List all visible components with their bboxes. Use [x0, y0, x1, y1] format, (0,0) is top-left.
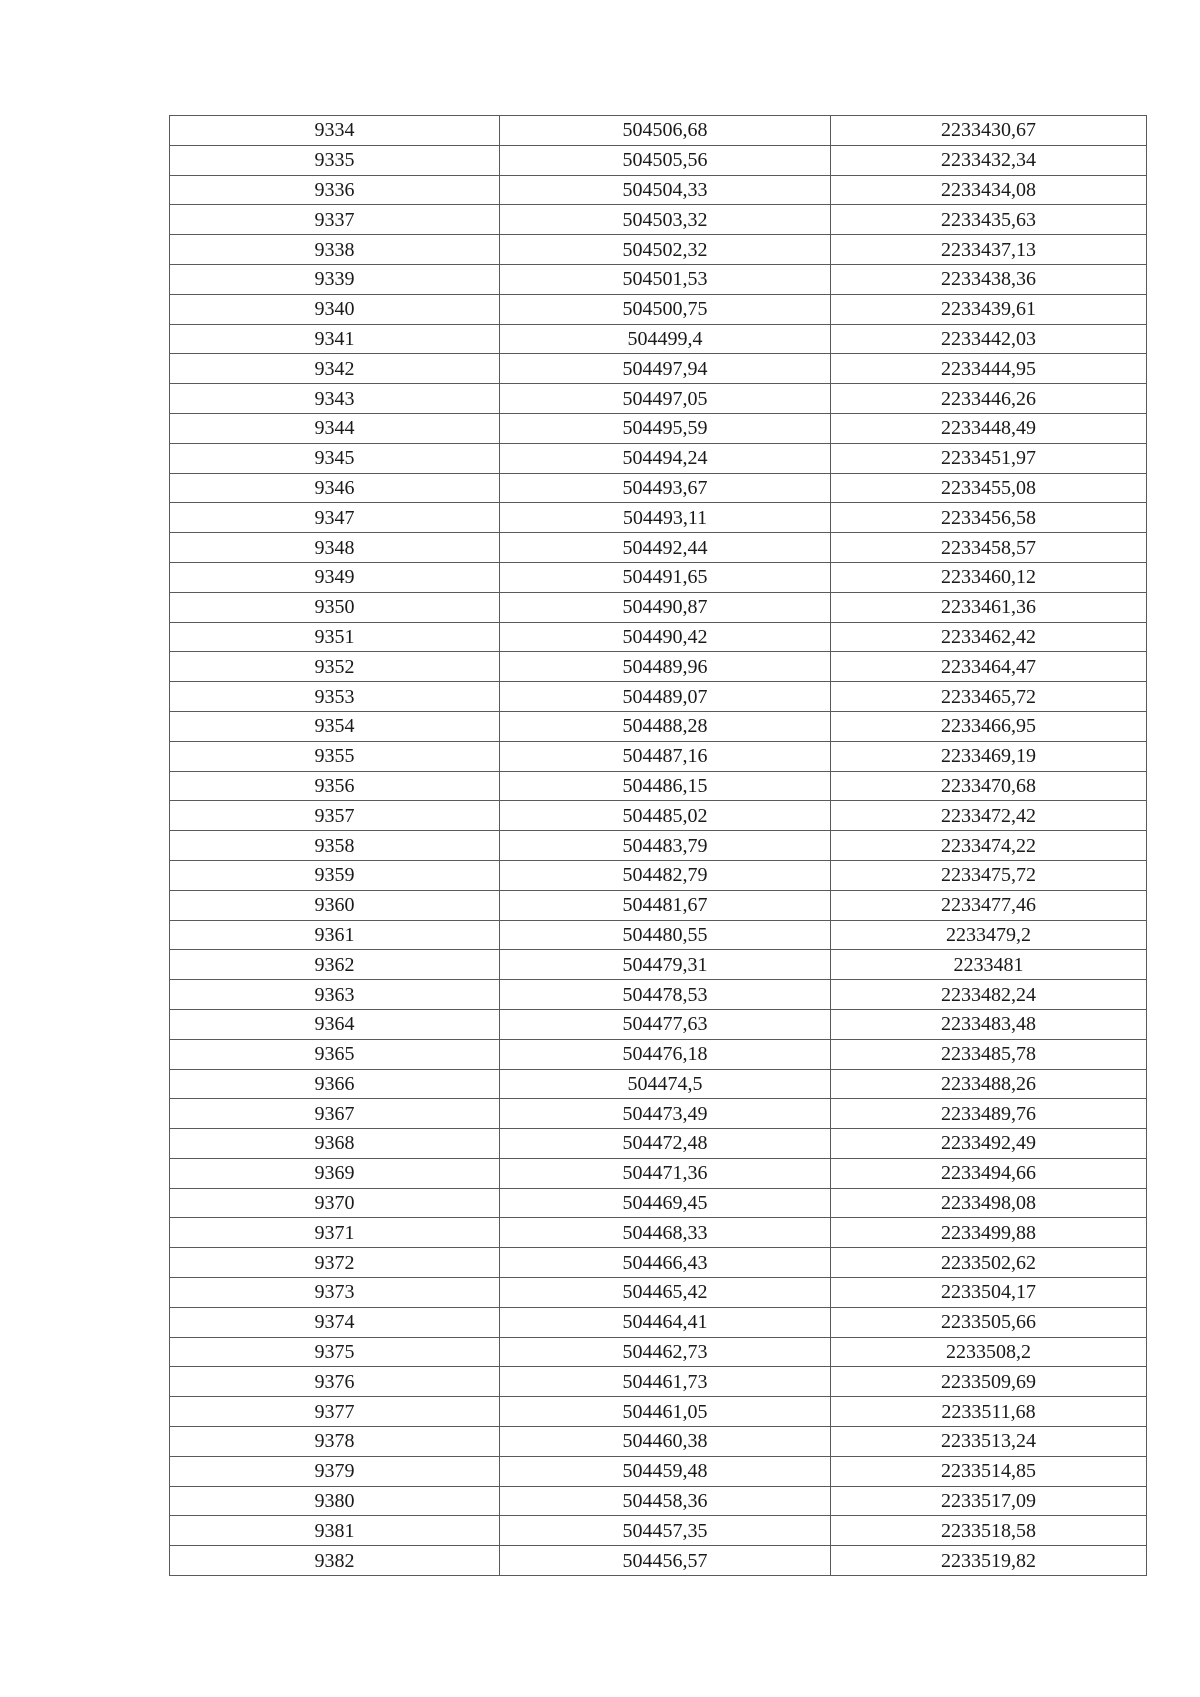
table-row — [170, 413, 1147, 443]
table-row — [170, 1486, 1147, 1516]
table-row — [170, 384, 1147, 414]
table-row — [170, 1009, 1147, 1039]
point-number-cell: 9380 — [170, 1486, 500, 1516]
x-coordinate-cell: 504497,94 — [500, 354, 831, 384]
y-coordinate-cell: 2233482,24 — [831, 980, 1147, 1010]
point-number-cell: 9369 — [170, 1158, 500, 1188]
point-number-cell: 9353 — [170, 682, 500, 712]
y-coordinate-cell: 2233483,48 — [831, 1009, 1147, 1039]
table-row — [170, 711, 1147, 741]
x-coordinate-cell: 504474,5 — [500, 1069, 831, 1099]
y-coordinate-cell: 2233437,13 — [831, 235, 1147, 265]
y-coordinate-cell: 2233470,68 — [831, 771, 1147, 801]
table-row — [170, 741, 1147, 771]
x-coordinate-cell: 504460,38 — [500, 1427, 831, 1457]
y-coordinate-cell: 2233518,58 — [831, 1516, 1147, 1546]
y-coordinate-cell: 2233489,76 — [831, 1099, 1147, 1129]
y-coordinate-cell: 2233446,26 — [831, 384, 1147, 414]
x-coordinate-cell: 504473,49 — [500, 1099, 831, 1129]
x-coordinate-cell: 504482,79 — [500, 860, 831, 890]
point-number-cell: 9342 — [170, 354, 500, 384]
y-coordinate-cell: 2233494,66 — [831, 1158, 1147, 1188]
point-number-cell: 9365 — [170, 1039, 500, 1069]
y-coordinate-cell: 2233508,2 — [831, 1337, 1147, 1367]
y-coordinate-cell: 2233513,24 — [831, 1427, 1147, 1457]
y-coordinate-cell: 2233472,42 — [831, 801, 1147, 831]
point-number-cell: 9341 — [170, 324, 500, 354]
x-coordinate-cell: 504506,68 — [500, 116, 831, 146]
point-number-cell: 9334 — [170, 116, 500, 146]
point-number-cell: 9361 — [170, 920, 500, 950]
y-coordinate-cell: 2233511,68 — [831, 1397, 1147, 1427]
point-number-cell: 9336 — [170, 175, 500, 205]
y-coordinate-cell: 2233502,62 — [831, 1248, 1147, 1278]
y-coordinate-cell: 2233504,17 — [831, 1278, 1147, 1308]
point-number-cell: 9364 — [170, 1009, 500, 1039]
x-coordinate-cell: 504469,45 — [500, 1188, 831, 1218]
x-coordinate-cell: 504472,48 — [500, 1129, 831, 1159]
y-coordinate-cell: 2233517,09 — [831, 1486, 1147, 1516]
x-coordinate-cell: 504503,32 — [500, 205, 831, 235]
table-row — [170, 1129, 1147, 1159]
point-number-cell: 9382 — [170, 1546, 500, 1576]
y-coordinate-cell: 2233505,66 — [831, 1307, 1147, 1337]
point-number-cell: 9345 — [170, 443, 500, 473]
y-coordinate-cell: 2233434,08 — [831, 175, 1147, 205]
table-row — [170, 801, 1147, 831]
x-coordinate-cell: 504488,28 — [500, 711, 831, 741]
x-coordinate-cell: 504461,05 — [500, 1397, 831, 1427]
table-row — [170, 1367, 1147, 1397]
x-coordinate-cell: 504458,36 — [500, 1486, 831, 1516]
table-row — [170, 443, 1147, 473]
point-number-cell: 9359 — [170, 860, 500, 890]
y-coordinate-cell: 2233438,36 — [831, 264, 1147, 294]
x-coordinate-cell: 504481,67 — [500, 890, 831, 920]
x-coordinate-cell: 504504,33 — [500, 175, 831, 205]
point-number-cell: 9377 — [170, 1397, 500, 1427]
point-number-cell: 9376 — [170, 1367, 500, 1397]
point-number-cell: 9344 — [170, 413, 500, 443]
point-number-cell: 9340 — [170, 294, 500, 324]
table-row — [170, 1158, 1147, 1188]
x-coordinate-cell: 504461,73 — [500, 1367, 831, 1397]
point-number-cell: 9349 — [170, 562, 500, 592]
y-coordinate-cell: 2233485,78 — [831, 1039, 1147, 1069]
coordinates-table — [169, 115, 1147, 1576]
table-row — [170, 1069, 1147, 1099]
point-number-cell: 9346 — [170, 473, 500, 503]
table-row — [170, 682, 1147, 712]
x-coordinate-cell: 504480,55 — [500, 920, 831, 950]
x-coordinate-cell: 504471,36 — [500, 1158, 831, 1188]
point-number-cell: 9337 — [170, 205, 500, 235]
x-coordinate-cell: 504459,48 — [500, 1456, 831, 1486]
x-coordinate-cell: 504490,87 — [500, 592, 831, 622]
point-number-cell: 9360 — [170, 890, 500, 920]
x-coordinate-cell: 504502,32 — [500, 235, 831, 265]
table-row — [170, 1248, 1147, 1278]
table-row — [170, 860, 1147, 890]
table-row — [170, 562, 1147, 592]
x-coordinate-cell: 504501,53 — [500, 264, 831, 294]
table-row — [170, 771, 1147, 801]
table-row — [170, 1218, 1147, 1248]
x-coordinate-cell: 504495,59 — [500, 413, 831, 443]
y-coordinate-cell: 2233499,88 — [831, 1218, 1147, 1248]
x-coordinate-cell: 504493,67 — [500, 473, 831, 503]
point-number-cell: 9356 — [170, 771, 500, 801]
x-coordinate-cell: 504468,33 — [500, 1218, 831, 1248]
table-row — [170, 205, 1147, 235]
point-number-cell: 9347 — [170, 503, 500, 533]
x-coordinate-cell: 504491,65 — [500, 562, 831, 592]
point-number-cell: 9366 — [170, 1069, 500, 1099]
table-row — [170, 533, 1147, 563]
y-coordinate-cell: 2233514,85 — [831, 1456, 1147, 1486]
point-number-cell: 9352 — [170, 652, 500, 682]
x-coordinate-cell: 504483,79 — [500, 831, 831, 861]
coordinates-table-body — [170, 116, 1147, 1576]
x-coordinate-cell: 504487,16 — [500, 741, 831, 771]
y-coordinate-cell: 2233439,61 — [831, 294, 1147, 324]
table-row — [170, 116, 1147, 146]
y-coordinate-cell: 2233451,97 — [831, 443, 1147, 473]
x-coordinate-cell: 504497,05 — [500, 384, 831, 414]
table-row — [170, 1427, 1147, 1457]
point-number-cell: 9367 — [170, 1099, 500, 1129]
point-number-cell: 9370 — [170, 1188, 500, 1218]
x-coordinate-cell: 504500,75 — [500, 294, 831, 324]
table-row — [170, 950, 1147, 980]
table-row — [170, 1397, 1147, 1427]
x-coordinate-cell: 504489,96 — [500, 652, 831, 682]
y-coordinate-cell: 2233481 — [831, 950, 1147, 980]
y-coordinate-cell: 2233435,63 — [831, 205, 1147, 235]
y-coordinate-cell: 2233498,08 — [831, 1188, 1147, 1218]
y-coordinate-cell: 2233475,72 — [831, 860, 1147, 890]
y-coordinate-cell: 2233479,2 — [831, 920, 1147, 950]
y-coordinate-cell: 2233477,46 — [831, 890, 1147, 920]
table-row — [170, 1456, 1147, 1486]
table-row — [170, 1337, 1147, 1367]
y-coordinate-cell: 2233462,42 — [831, 622, 1147, 652]
y-coordinate-cell: 2233509,69 — [831, 1367, 1147, 1397]
y-coordinate-cell: 2233469,19 — [831, 741, 1147, 771]
point-number-cell: 9368 — [170, 1129, 500, 1159]
y-coordinate-cell: 2233519,82 — [831, 1546, 1147, 1576]
x-coordinate-cell: 504485,02 — [500, 801, 831, 831]
table-row — [170, 831, 1147, 861]
point-number-cell: 9375 — [170, 1337, 500, 1367]
x-coordinate-cell: 504505,56 — [500, 145, 831, 175]
y-coordinate-cell: 2233455,08 — [831, 473, 1147, 503]
x-coordinate-cell: 504462,73 — [500, 1337, 831, 1367]
point-number-cell: 9362 — [170, 950, 500, 980]
x-coordinate-cell: 504493,11 — [500, 503, 831, 533]
table-row — [170, 980, 1147, 1010]
x-coordinate-cell: 504499,4 — [500, 324, 831, 354]
point-number-cell: 9339 — [170, 264, 500, 294]
x-coordinate-cell: 504492,44 — [500, 533, 831, 563]
table-row — [170, 652, 1147, 682]
table-row — [170, 1039, 1147, 1069]
point-number-cell: 9381 — [170, 1516, 500, 1546]
y-coordinate-cell: 2233474,22 — [831, 831, 1147, 861]
x-coordinate-cell: 504477,63 — [500, 1009, 831, 1039]
point-number-cell: 9343 — [170, 384, 500, 414]
table-row — [170, 1188, 1147, 1218]
y-coordinate-cell: 2233456,58 — [831, 503, 1147, 533]
x-coordinate-cell: 504465,42 — [500, 1278, 831, 1308]
x-coordinate-cell: 504479,31 — [500, 950, 831, 980]
table-row — [170, 473, 1147, 503]
x-coordinate-cell: 504457,35 — [500, 1516, 831, 1546]
y-coordinate-cell: 2233432,34 — [831, 145, 1147, 175]
point-number-cell: 9355 — [170, 741, 500, 771]
table-row — [170, 354, 1147, 384]
point-number-cell: 9378 — [170, 1427, 500, 1457]
y-coordinate-cell: 2233488,26 — [831, 1069, 1147, 1099]
point-number-cell: 9354 — [170, 711, 500, 741]
y-coordinate-cell: 2233461,36 — [831, 592, 1147, 622]
point-number-cell: 9335 — [170, 145, 500, 175]
point-number-cell: 9371 — [170, 1218, 500, 1248]
table-row — [170, 592, 1147, 622]
point-number-cell: 9374 — [170, 1307, 500, 1337]
table-row — [170, 1278, 1147, 1308]
x-coordinate-cell: 504489,07 — [500, 682, 831, 712]
table-row — [170, 920, 1147, 950]
y-coordinate-cell: 2233442,03 — [831, 324, 1147, 354]
point-number-cell: 9379 — [170, 1456, 500, 1486]
x-coordinate-cell: 504490,42 — [500, 622, 831, 652]
table-row — [170, 890, 1147, 920]
y-coordinate-cell: 2233492,49 — [831, 1129, 1147, 1159]
table-row — [170, 235, 1147, 265]
point-number-cell: 9348 — [170, 533, 500, 563]
y-coordinate-cell: 2233460,12 — [831, 562, 1147, 592]
x-coordinate-cell: 504494,24 — [500, 443, 831, 473]
table-row — [170, 264, 1147, 294]
x-coordinate-cell: 504464,41 — [500, 1307, 831, 1337]
point-number-cell: 9372 — [170, 1248, 500, 1278]
table-row — [170, 294, 1147, 324]
y-coordinate-cell: 2233430,67 — [831, 116, 1147, 146]
y-coordinate-cell: 2233458,57 — [831, 533, 1147, 563]
table-row — [170, 1546, 1147, 1576]
table-row — [170, 324, 1147, 354]
point-number-cell: 9338 — [170, 235, 500, 265]
point-number-cell: 9350 — [170, 592, 500, 622]
table-row — [170, 145, 1147, 175]
point-number-cell: 9373 — [170, 1278, 500, 1308]
point-number-cell: 9351 — [170, 622, 500, 652]
y-coordinate-cell: 2233465,72 — [831, 682, 1147, 712]
table-row — [170, 1099, 1147, 1129]
table-row — [170, 503, 1147, 533]
table-row — [170, 1307, 1147, 1337]
point-number-cell: 9358 — [170, 831, 500, 861]
x-coordinate-cell: 504466,43 — [500, 1248, 831, 1278]
point-number-cell: 9363 — [170, 980, 500, 1010]
table-row — [170, 1516, 1147, 1546]
y-coordinate-cell: 2233466,95 — [831, 711, 1147, 741]
table-row — [170, 175, 1147, 205]
x-coordinate-cell: 504478,53 — [500, 980, 831, 1010]
x-coordinate-cell: 504456,57 — [500, 1546, 831, 1576]
point-number-cell: 9357 — [170, 801, 500, 831]
x-coordinate-cell: 504486,15 — [500, 771, 831, 801]
y-coordinate-cell: 2233444,95 — [831, 354, 1147, 384]
y-coordinate-cell: 2233448,49 — [831, 413, 1147, 443]
table-row — [170, 622, 1147, 652]
x-coordinate-cell: 504476,18 — [500, 1039, 831, 1069]
y-coordinate-cell: 2233464,47 — [831, 652, 1147, 682]
